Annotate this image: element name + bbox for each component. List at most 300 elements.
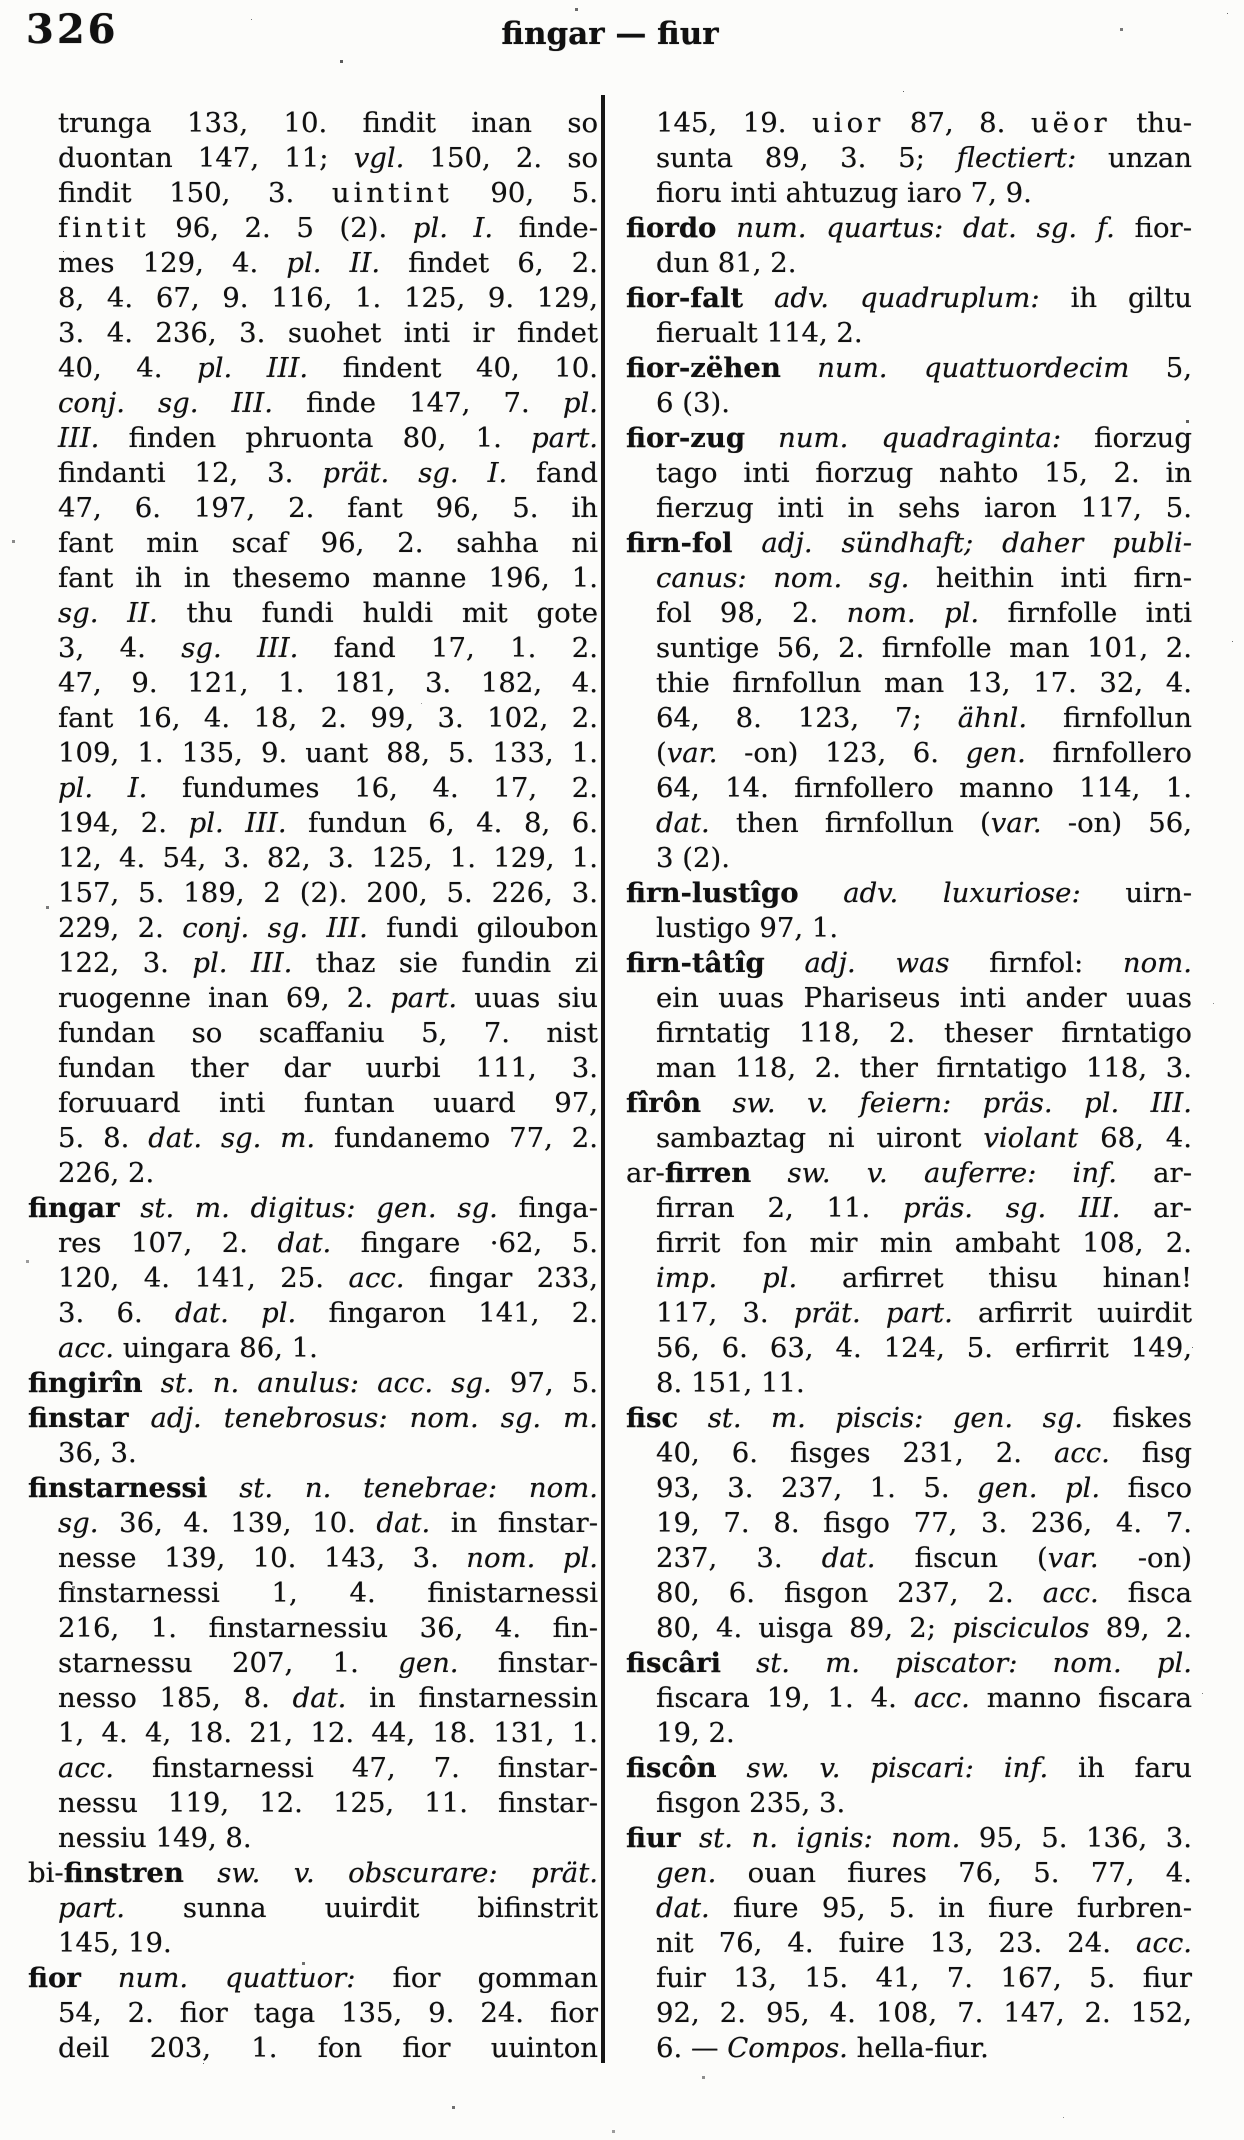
text-segment: finden phruonta 80, 1. xyxy=(99,422,532,454)
text-line xyxy=(626,1226,1192,1261)
text-segment: pl. I. xyxy=(412,212,494,244)
text-segment: prät. part. xyxy=(793,1297,953,1329)
text-segment: findit 150, 3. xyxy=(58,177,332,209)
dictionary-entry xyxy=(626,1646,1192,1751)
text-segment xyxy=(184,1857,217,1889)
text-line xyxy=(626,1331,1192,1366)
text-segment: deil 203, 1. fon fior uuinton xyxy=(58,2032,598,2064)
text-segment: fingar xyxy=(28,1192,120,1224)
text-line xyxy=(28,1681,598,1716)
text-line xyxy=(626,596,1192,631)
text-segment xyxy=(701,1087,732,1119)
text-segment: fiscara 19, 1. 4. xyxy=(656,1682,914,1714)
text-line xyxy=(626,1401,1192,1436)
text-line xyxy=(28,1296,598,1331)
text-segment: findent 40, 10. xyxy=(308,352,599,384)
text-segment: firnfol: xyxy=(949,947,1123,979)
text-segment: tago inti fiorzug nahto 15, 2. in xyxy=(656,457,1192,489)
text-line xyxy=(28,1086,598,1121)
text-segment: dat. xyxy=(656,807,710,839)
text-segment: gen. pl. xyxy=(977,1472,1101,1504)
text-segment: findanti 12, 3. xyxy=(58,457,323,489)
text-segment: vgl. xyxy=(353,142,405,174)
text-segment: 47, 6. 197, 2. fant 96, 5. ih xyxy=(58,492,598,524)
text-segment xyxy=(680,1822,699,1854)
text-segment: ar- xyxy=(626,1157,665,1189)
text-segment: st. m. digitus: gen. sg. xyxy=(140,1192,498,1224)
text-segment: ruogenne inan 69, 2. xyxy=(58,982,391,1014)
dictionary-entry xyxy=(626,281,1192,351)
text-segment xyxy=(81,1962,118,1994)
text-segment: 36, 4. 139, 10. xyxy=(98,1507,377,1539)
text-line xyxy=(28,561,598,596)
text-segment: firnfollun xyxy=(1027,702,1192,734)
text-segment: nesse 139, 10. 143, 3. xyxy=(58,1542,467,1574)
text-segment: 109, 1. 135, 9. uant 88, 5. 133, 1. xyxy=(58,737,598,769)
text-line xyxy=(626,2031,1192,2066)
dictionary-entry xyxy=(626,1821,1192,2066)
text-line xyxy=(28,1016,598,1051)
text-segment: finstar- xyxy=(458,1647,598,1679)
text-segment: ih faru xyxy=(1048,1752,1192,1784)
text-line xyxy=(28,211,598,246)
text-segment: 216, 1. finstarnessiu 36, 4. fin- xyxy=(58,1612,598,1644)
text-line xyxy=(626,526,1192,561)
dictionary-entry xyxy=(626,211,1192,281)
text-line xyxy=(28,806,598,841)
text-line xyxy=(28,1821,598,1856)
text-segment: -on) 56, xyxy=(1041,807,1192,839)
text-segment: acc. xyxy=(58,1332,114,1364)
text-segment: dat. sg. m. xyxy=(148,1122,316,1154)
text-segment: part. xyxy=(531,422,598,454)
text-segment: uingara 86, 1. xyxy=(113,1332,318,1364)
text-line xyxy=(626,1016,1192,1051)
text-line xyxy=(28,141,598,176)
text-line xyxy=(28,1331,598,1366)
text-segment: 226, 2. xyxy=(58,1157,155,1189)
text-segment: 229, 2. xyxy=(58,912,183,944)
text-segment: pl. III. xyxy=(188,807,287,839)
text-segment: 3 (2). xyxy=(656,842,730,874)
text-line xyxy=(28,1716,598,1751)
dictionary-entry xyxy=(28,1366,598,1401)
text-segment: in finstar- xyxy=(430,1507,598,1539)
text-segment: 8. 151, 11. xyxy=(656,1367,805,1399)
text-segment: 64, 14. firnfollero manno 114, 1. xyxy=(656,772,1192,804)
text-segment: mes 129, 4. xyxy=(58,247,287,279)
text-segment: sg. III. xyxy=(181,632,299,664)
text-segment: 8, 4. 67, 9. 116, 1. 125, 9. 129, xyxy=(58,282,598,314)
text-segment: adj. tenebrosus: nom. sg. m. xyxy=(150,1402,598,1434)
text-segment: sw. v. piscari: inf. xyxy=(746,1752,1049,1784)
text-segment: 47, 9. 121, 1. 181, 3. 182, 4. xyxy=(58,667,598,699)
text-line xyxy=(626,386,1192,421)
text-line xyxy=(28,386,598,421)
text-segment: präs. sg. III. xyxy=(903,1192,1121,1224)
text-segment: fant ih in thesemo manne 196, 1. xyxy=(58,562,598,594)
text-segment: 36, 3. xyxy=(58,1437,137,1469)
text-line xyxy=(28,701,598,736)
page-number: 326 xyxy=(26,6,119,53)
text-line xyxy=(28,1541,598,1576)
text-segment: gen. xyxy=(656,1857,717,1889)
text-segment: num. quattuordecim xyxy=(817,352,1130,384)
text-segment: prät. sg. I. xyxy=(322,457,508,489)
text-line xyxy=(626,1436,1192,1471)
text-line xyxy=(626,841,1192,876)
text-segment: 80, 4. uisga 89, 2; xyxy=(656,1612,953,1644)
text-segment: sunna uuirdit bifinstrit xyxy=(124,1892,598,1924)
text-segment: thu fundi huldi mit gote xyxy=(157,597,598,629)
text-segment xyxy=(799,877,844,909)
text-segment: hella-fiur. xyxy=(847,2032,989,2064)
text-segment: fierualt 114, 2. xyxy=(656,317,863,349)
text-segment: finstren xyxy=(63,1857,184,1889)
text-segment: 97, 5. xyxy=(491,1367,598,1399)
text-line xyxy=(28,771,598,806)
text-segment: finstarnessi 47, 7. finstar- xyxy=(113,1752,598,1784)
text-segment: res 107, 2. xyxy=(58,1227,278,1259)
text-segment: flectiert: xyxy=(956,142,1077,174)
text-line xyxy=(28,1366,598,1401)
text-line xyxy=(28,1506,598,1541)
text-line xyxy=(28,176,598,211)
text-segment: 150, 2. so xyxy=(404,142,598,174)
text-line xyxy=(626,1086,1192,1121)
text-segment xyxy=(143,1367,161,1399)
text-line xyxy=(626,1716,1192,1751)
text-segment: nom. xyxy=(1122,947,1192,979)
text-segment: 1, 4. 4, 18. 21, 12. 44, 18. 131, 1. xyxy=(58,1717,598,1749)
text-segment: acc. xyxy=(58,1752,114,1784)
text-segment: 40, 6. fisges 231, 2. xyxy=(656,1437,1054,1469)
text-segment: imp. pl. xyxy=(656,1262,798,1294)
text-line xyxy=(28,1996,598,2031)
text-segment: ähnl. xyxy=(957,702,1028,734)
text-segment: pl. II. xyxy=(286,247,381,279)
text-segment: pl. III. xyxy=(192,947,293,979)
text-segment: 96, 2. 5 (2). xyxy=(149,212,413,244)
text-segment xyxy=(743,282,774,314)
text-segment: 12, 4. 54, 3. 82, 3. 125, 1. 129, 1. xyxy=(58,842,598,874)
text-line xyxy=(626,1191,1192,1226)
text-segment: heithin inti firn- xyxy=(909,562,1192,594)
text-line xyxy=(626,1961,1192,1996)
text-segment: var. xyxy=(1047,1542,1099,1574)
text-segment: firran 2, 11. xyxy=(656,1192,904,1224)
text-line xyxy=(28,456,598,491)
text-segment: III. xyxy=(58,422,100,454)
text-segment: fiscâri xyxy=(626,1647,721,1679)
text-segment: nesso 185, 8. xyxy=(58,1682,293,1714)
text-segment: pl. I. xyxy=(58,772,148,804)
dictionary-entry xyxy=(28,1856,598,1961)
text-segment: 157, 5. 189, 2 (2). 200, 5. 226, 3. xyxy=(58,877,598,909)
text-segment: 145, 19. xyxy=(58,1927,172,1959)
text-segment xyxy=(207,1472,239,1504)
text-segment: -on) 123, 6. xyxy=(717,737,966,769)
text-segment: fioru inti ahtuzug iaro 7, 9. xyxy=(656,177,1032,209)
text-line xyxy=(626,316,1192,351)
text-segment: arfirret thisu hinan! xyxy=(797,1262,1192,1294)
text-segment: in finstarnessin xyxy=(346,1682,598,1714)
text-line xyxy=(28,281,598,316)
text-line xyxy=(28,1401,598,1436)
text-segment: fintit xyxy=(58,212,150,244)
text-segment: 87, 8. xyxy=(884,107,1031,139)
text-segment: fundi giloubon xyxy=(367,912,598,944)
text-line xyxy=(626,141,1192,176)
text-segment xyxy=(721,1647,756,1679)
text-segment: 93, 3. 237, 1. 5. xyxy=(656,1472,978,1504)
text-line xyxy=(626,911,1192,946)
text-segment: bi- xyxy=(28,1857,64,1889)
text-segment: fisgon 235, 3. xyxy=(656,1787,846,1819)
text-segment: 6. — xyxy=(656,2032,728,2064)
text-segment xyxy=(745,422,778,454)
text-segment: uintint xyxy=(331,177,453,209)
text-line xyxy=(626,1611,1192,1646)
text-segment: 40, 4. xyxy=(58,352,198,384)
text-line xyxy=(626,1786,1192,1821)
text-line xyxy=(28,106,598,141)
text-line xyxy=(626,1471,1192,1506)
text-segment: lustigo 97, 1. xyxy=(656,912,839,944)
text-line xyxy=(626,281,1192,316)
text-segment: sw. v. feiern: präs. pl. III. xyxy=(732,1087,1192,1119)
text-line xyxy=(28,736,598,771)
text-segment: part. xyxy=(58,1892,125,1924)
text-line xyxy=(28,1646,598,1681)
text-line xyxy=(626,1751,1192,1786)
text-segment: 89, 2. xyxy=(1089,1612,1192,1644)
text-segment: uuas siu xyxy=(457,982,598,1014)
text-segment: sambaztag ni uiront xyxy=(656,1122,984,1154)
text-line xyxy=(626,1051,1192,1086)
text-segment: num. quattuor: xyxy=(117,1962,356,1994)
text-segment: fiorzug xyxy=(1061,422,1192,454)
text-segment: canus: nom. sg. xyxy=(656,562,910,594)
text-segment: acc. xyxy=(1042,1577,1099,1609)
text-segment xyxy=(717,1752,747,1784)
text-line xyxy=(626,1506,1192,1541)
text-segment: pl. xyxy=(562,387,598,419)
text-line xyxy=(626,1261,1192,1296)
text-segment xyxy=(716,212,736,244)
text-segment: fant min scaf 96, 2. sahha ni xyxy=(58,527,598,559)
text-line xyxy=(28,1751,598,1786)
text-segment: 92, 2. 95, 4. 108, 7. 147, 2. 152, xyxy=(656,1997,1192,2029)
text-line xyxy=(626,1576,1192,1611)
text-segment: fand 17, 1. 2. xyxy=(298,632,598,664)
text-line xyxy=(28,1961,598,1996)
text-segment: 3. 6. xyxy=(58,1297,176,1329)
text-segment: finstarnessi 1, 4. finistarnessi xyxy=(58,1577,598,1609)
text-segment: dun 81, 2. xyxy=(656,247,797,279)
column-divider-rule xyxy=(601,95,605,2063)
text-line xyxy=(28,1891,598,1926)
text-line xyxy=(28,1156,598,1191)
text-segment xyxy=(733,527,762,559)
text-segment: ( xyxy=(656,737,667,769)
text-segment xyxy=(120,1192,141,1224)
text-segment: num. quadraginta: xyxy=(778,422,1062,454)
text-segment: thu- xyxy=(1110,107,1192,139)
text-segment: nom. pl. xyxy=(846,597,980,629)
text-line xyxy=(626,1681,1192,1716)
text-line xyxy=(28,981,598,1016)
dictionary-entry xyxy=(28,1471,598,1856)
text-segment: foruuard inti funtan uuard 97, xyxy=(58,1087,598,1119)
text-segment: arfirrit uuirdit xyxy=(952,1297,1192,1329)
text-line xyxy=(626,1366,1192,1401)
text-segment: fundun 6, 4. 8, 6. xyxy=(286,807,598,839)
text-segment: firnfolle inti xyxy=(979,597,1192,629)
text-segment: man 118, 2. ther firntatigo 118, 3. xyxy=(656,1052,1192,1084)
text-line xyxy=(626,771,1192,806)
text-segment: sg. xyxy=(58,1507,99,1539)
text-segment: 5, xyxy=(1129,352,1192,384)
text-segment xyxy=(751,1157,787,1189)
text-line xyxy=(626,1541,1192,1576)
text-line xyxy=(626,1996,1192,2031)
text-segment: sw. v. auferre: inf. xyxy=(787,1157,1117,1189)
text-segment: duontan 147, 11; xyxy=(58,142,354,174)
text-segment: sg. II. xyxy=(58,597,158,629)
text-segment xyxy=(765,947,805,979)
text-segment: fior gomman xyxy=(355,1962,598,1994)
text-segment: thaz sie fundin zi xyxy=(292,947,598,979)
text-line xyxy=(626,666,1192,701)
text-line xyxy=(626,701,1192,736)
text-segment: fiure 95, 5. in fiure furbren- xyxy=(709,1892,1192,1924)
text-segment: ein uuas Phariseus inti ander uuas xyxy=(656,982,1192,1014)
text-segment: fisca xyxy=(1098,1577,1192,1609)
text-line xyxy=(28,421,598,456)
text-segment: fisco xyxy=(1100,1472,1192,1504)
text-segment: uëor xyxy=(1030,107,1111,139)
text-segment: ar- xyxy=(1116,1157,1192,1189)
text-segment: fiscôn xyxy=(626,1752,717,1784)
text-segment: acc. xyxy=(1053,1437,1110,1469)
text-segment: conj. sg. III. xyxy=(182,912,368,944)
text-line xyxy=(626,946,1192,981)
text-segment: acc. xyxy=(348,1262,405,1294)
text-segment: fingaron 141, 2. xyxy=(296,1297,598,1329)
text-segment: nit 76, 4. fuire 13, 23. 24. xyxy=(656,1927,1137,1959)
text-segment: acc. xyxy=(1136,1927,1192,1959)
text-segment: adv. quadruplum: xyxy=(774,282,1040,314)
text-line xyxy=(28,841,598,876)
text-line xyxy=(28,1191,598,1226)
dictionary-entry xyxy=(28,1191,598,1366)
text-segment: num. quartus: dat. sg. f. xyxy=(736,212,1115,244)
text-segment: fundan ther dar uurbi 111, 3. xyxy=(58,1052,598,1084)
text-segment: pisciculos xyxy=(952,1612,1090,1644)
text-segment: fundanemo 77, 2. xyxy=(315,1122,598,1154)
text-segment: firntatig 118, 2. theser firntatigo xyxy=(656,1017,1192,1049)
text-line xyxy=(28,596,598,631)
text-line xyxy=(28,876,598,911)
text-line xyxy=(626,1821,1192,1856)
text-line xyxy=(28,911,598,946)
entry-continuation xyxy=(28,106,598,1191)
text-segment: dat. xyxy=(821,1542,876,1574)
text-segment: fingar 233, xyxy=(404,1262,598,1294)
text-segment: 64, 8. 123, 7; xyxy=(656,702,958,734)
text-segment: 95, 5. 136, 3. xyxy=(960,1822,1192,1854)
text-segment: fand xyxy=(507,457,598,489)
text-line xyxy=(28,631,598,666)
dictionary-entry xyxy=(626,526,1192,876)
entry-continuation xyxy=(626,106,1192,211)
text-segment: fuir 13, 15. 41, 7. 167, 5. fiur xyxy=(656,1962,1192,1994)
text-segment: fior-zëhen xyxy=(626,352,781,384)
text-segment: firnfollero xyxy=(1025,737,1192,769)
text-line xyxy=(626,176,1192,211)
text-segment: 19, 2. xyxy=(656,1717,735,1749)
text-segment xyxy=(678,1402,707,1434)
text-segment: findet 6, 2. xyxy=(380,247,598,279)
text-segment: fior-falt xyxy=(626,282,744,314)
text-segment: fant 16, 4. 18, 2. 99, 3. 102, 2. xyxy=(58,702,598,734)
text-segment: dat. xyxy=(277,1227,332,1259)
text-line xyxy=(626,736,1192,771)
text-segment: 19, 7. 8. fisgo 77, 3. 236, 4. 7. xyxy=(656,1507,1192,1539)
text-segment xyxy=(128,1402,150,1434)
text-segment: 3. 4. 236, 3. suohet inti ir findet xyxy=(58,317,598,349)
text-segment: fundan so scaffaniu 5, 7. nist xyxy=(58,1017,598,1049)
text-segment: fior xyxy=(28,1962,81,1994)
text-segment: nom. pl. xyxy=(466,1542,598,1574)
text-segment: part. xyxy=(390,982,458,1014)
text-line xyxy=(28,2031,598,2066)
text-line xyxy=(626,1121,1192,1156)
text-line xyxy=(28,666,598,701)
text-segment: nessu 119, 12. 125, 11. finstar- xyxy=(58,1787,598,1819)
text-segment: sunta 89, 3. 5; xyxy=(656,142,957,174)
text-line xyxy=(626,806,1192,841)
dictionary-entry xyxy=(626,1086,1192,1156)
column-left xyxy=(28,106,598,2066)
text-segment: pl. III. xyxy=(197,352,309,384)
text-segment: fierzug inti in sehs iaron 117, 5. xyxy=(656,492,1192,524)
text-segment: acc. xyxy=(913,1682,970,1714)
text-segment: dat. xyxy=(656,1892,710,1924)
text-segment: manno fiscara xyxy=(969,1682,1193,1714)
text-line xyxy=(626,421,1192,456)
text-segment: finde- xyxy=(493,212,598,244)
text-segment: ar- xyxy=(1120,1192,1192,1224)
text-segment: firren xyxy=(664,1157,752,1189)
text-segment: fingirîn xyxy=(28,1367,143,1399)
text-line xyxy=(28,316,598,351)
text-line xyxy=(626,981,1192,1016)
text-segment: var. xyxy=(666,737,718,769)
text-segment: dat. xyxy=(292,1682,347,1714)
dictionary-entry xyxy=(626,946,1192,1086)
text-segment: gen. xyxy=(398,1647,459,1679)
text-segment: finde 147, 7. xyxy=(272,387,563,419)
text-segment: starnessu 207, 1. xyxy=(58,1647,399,1679)
text-segment: 194, 2. xyxy=(58,807,189,839)
text-segment: firn-lustîgo xyxy=(626,877,799,909)
text-segment: fisc xyxy=(626,1402,679,1434)
text-segment: suntige 56, 2. firnfolle man 101, 2. xyxy=(656,632,1192,664)
text-segment: 5. 8. xyxy=(58,1122,149,1154)
scan-noise-speckles xyxy=(0,0,3,3)
